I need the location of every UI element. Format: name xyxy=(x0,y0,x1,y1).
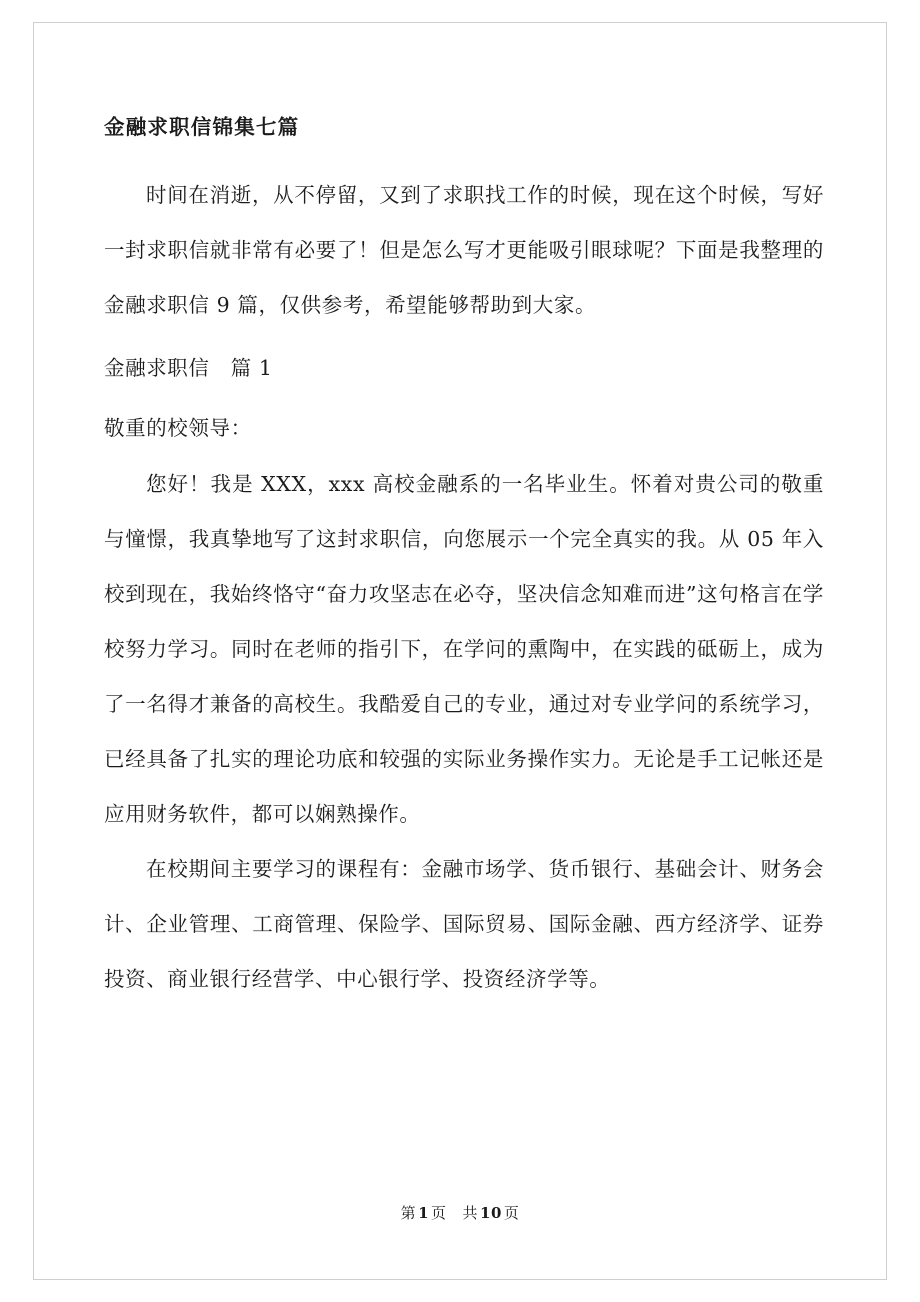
footer-total-unit: 页 xyxy=(503,1204,520,1222)
document-content xyxy=(104,112,824,1007)
body-paragraph-2: 在校期间主要学习的课程有：金融市场学、货币银行、基础会计、财务会计、企业管理、工商管理、保险学、国际贸易、国际金融、西方经济学、证券投资、商业银行经营学、中心银行学、投资经济学等。 xyxy=(104,857,824,991)
footer-page-prefix: 第 xyxy=(400,1204,417,1222)
page-title: 金融求职信锦集七篇 xyxy=(104,115,300,139)
page-footer xyxy=(0,1202,920,1223)
footer-total-pages: 10 xyxy=(480,1204,502,1222)
footer-page-number: 1 xyxy=(418,1204,430,1222)
footer-total-prefix: 共 xyxy=(462,1204,479,1222)
footer-page-unit: 页 xyxy=(431,1204,447,1222)
intro-paragraph: 时间在消逝，从不停留，又到了求职找工作的时候，现在这个时候，写好一封求职信就非常有必要了！但是怎么写才更能吸引眼球呢？下面是我整理的金融求职信 9 篇，仅供参考，希望能够帮助到大家。 xyxy=(104,183,824,317)
body-paragraph-1: 您好！我是 XXX，xxx 高校金融系的一名毕业生。怀着对贵公司的敬重与憧憬，我真挚地写了这封求职信，向您展示一个完全真实的我。从 05 年入校到现在，我始终恪守“奋力攻坚志在必夺，坚决信念知难而进”这句格言在学校努力学习。同时在老师的指引下，在学问的熏陶中，在实践的砥砺上，成为了一名得才兼备的高校生。我酷爱自己的专业，通过对专业学问的系统学习，已经具备了扎实的理论功底和较强的实际业务操作实力。无论是手工记帐还是应用财务软件，都可以娴熟操作。 xyxy=(104,472,824,826)
section-heading: 金融求职信 篇 1 xyxy=(104,356,273,380)
salutation-line: 敬重的校领导： xyxy=(104,416,252,440)
